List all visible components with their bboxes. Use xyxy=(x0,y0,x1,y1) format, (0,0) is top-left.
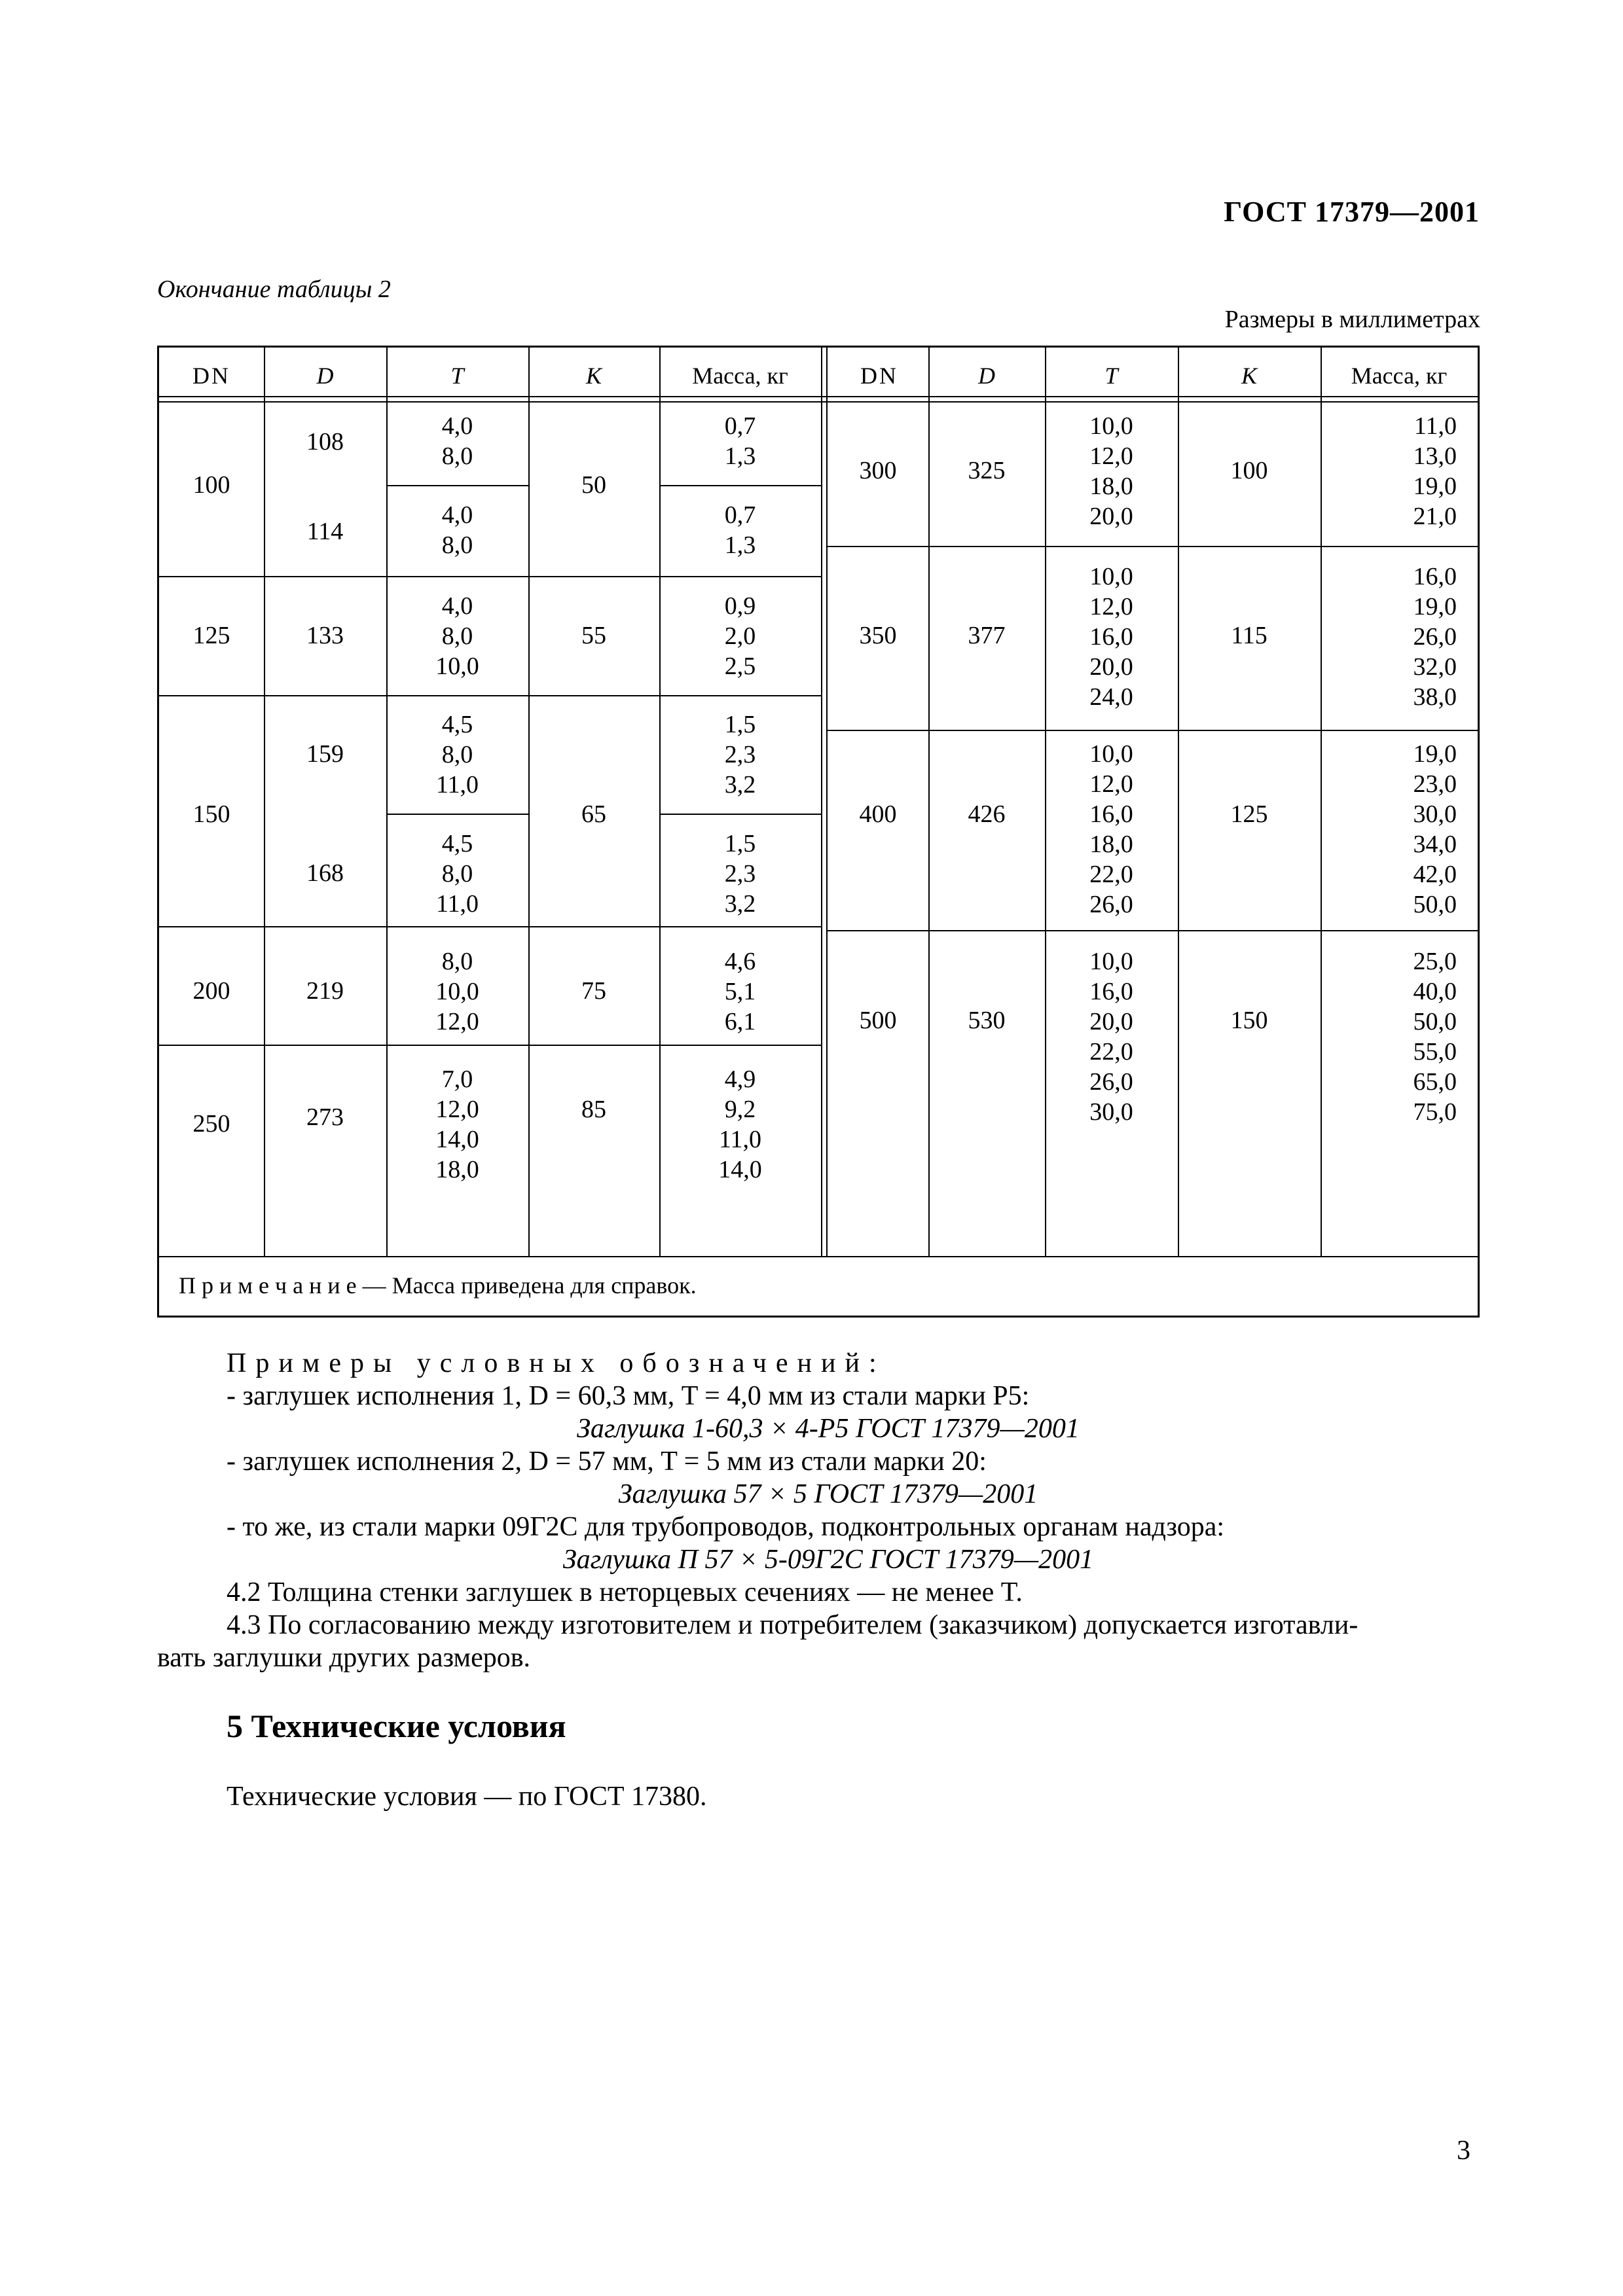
row-rule xyxy=(159,576,821,577)
cell-dn: 250 xyxy=(192,1110,230,1138)
cell-t: 10,0 12,0 18,0 20,0 xyxy=(1089,412,1133,530)
example-designation: Заглушка П 57 × 5-09Г2С ГОСТ 17379—2001 xyxy=(562,1545,1094,1575)
row-rule xyxy=(828,930,1478,931)
row-rule xyxy=(159,926,821,927)
document-code: ГОСТ 17379—2001 xyxy=(1224,196,1480,228)
header-rule xyxy=(159,401,1478,403)
cell-k: 75 xyxy=(581,977,606,1005)
cell-d: 530 xyxy=(968,1007,1006,1034)
cell-mass: 1,5 2,3 3,2 xyxy=(724,711,756,798)
cell-k: 115 xyxy=(1231,622,1267,649)
cell-d: 273 xyxy=(306,1103,344,1131)
row-rule xyxy=(159,695,821,696)
cell-mass: 0,9 2,0 2,5 xyxy=(724,592,756,680)
cell-k: 85 xyxy=(581,1096,606,1123)
cell-dn: 200 xyxy=(192,977,230,1005)
page-number: 3 xyxy=(1457,2136,1470,2166)
cell-mass: 25,0 40,0 50,0 55,0 65,0 75,0 xyxy=(1413,948,1457,1126)
cell-k: 150 xyxy=(1230,1007,1268,1034)
dimensions-table xyxy=(157,346,1480,1318)
row-rule xyxy=(386,814,528,815)
units-note: Размеры в миллиметрах xyxy=(1224,306,1480,333)
note-rule xyxy=(159,1256,1478,1257)
cell-mass: 16,0 19,0 26,0 32,0 38,0 xyxy=(1413,563,1457,711)
cell-mass: 0,7 1,3 xyxy=(724,412,756,470)
row-rule xyxy=(159,1045,821,1046)
col-header-d: D xyxy=(316,363,334,389)
col-header-dn-right: DN xyxy=(860,363,898,389)
example-designation: Заглушка 57 × 5 ГОСТ 17379—2001 xyxy=(618,1479,1038,1509)
cell-t: 4,0 8,0 10,0 xyxy=(435,592,479,680)
center-rule xyxy=(821,348,822,1256)
cell-d: 426 xyxy=(968,800,1006,828)
paragraph-4-3-cont: вать заглушки других размеров. xyxy=(157,1643,531,1673)
col-header-k: K xyxy=(585,363,602,389)
cell-t: 8,0 10,0 12,0 xyxy=(435,948,479,1035)
cell-k: 50 xyxy=(581,471,606,499)
row-rule xyxy=(828,546,1478,547)
cell-t: 10,0 12,0 16,0 18,0 22,0 26,0 xyxy=(1089,740,1133,918)
row-rule xyxy=(828,730,1478,731)
cell-t: 4,5 8,0 11,0 xyxy=(435,711,479,798)
example-line: - заглушек исполнения 2, D = 57 мм, T = 5 мм из стали марки 20: xyxy=(227,1446,987,1477)
table-note xyxy=(179,1270,697,1300)
cell-k: 55 xyxy=(581,622,606,649)
cell-mass: 19,0 23,0 30,0 34,0 42,0 50,0 xyxy=(1413,740,1457,918)
cell-mass: 4,9 9,2 11,0 14,0 xyxy=(718,1066,762,1183)
cell-t: 10,0 16,0 20,0 22,0 26,0 30,0 xyxy=(1089,948,1133,1126)
cell-d: 325 xyxy=(968,457,1006,484)
cell-dn: 500 xyxy=(859,1007,897,1034)
cell-t: 4,0 8,0 xyxy=(441,501,473,559)
col-header-k-right: K xyxy=(1241,363,1257,389)
paragraph-4-2: 4.2 Толщина стенки заглушек в неторцевых сечениях — не менее T. xyxy=(227,1577,1023,1607)
row-rule xyxy=(386,485,528,486)
cell-dn: 150 xyxy=(192,800,230,828)
col-header-dn: DN xyxy=(192,363,230,389)
col-header-d-right: D xyxy=(978,363,995,389)
section-5-title: 5 Технические условия xyxy=(227,1708,566,1744)
cell-d: 114 xyxy=(306,518,344,545)
row-rule xyxy=(659,485,821,486)
cell-d: 159 xyxy=(306,740,344,768)
cell-mass: 11,0 13,0 19,0 21,0 xyxy=(1413,412,1457,530)
cell-dn: 400 xyxy=(859,800,897,828)
cell-d: 168 xyxy=(306,859,344,887)
cell-t: 10,0 12,0 16,0 20,0 24,0 xyxy=(1089,563,1133,711)
cell-t: 7,0 12,0 14,0 18,0 xyxy=(435,1066,479,1183)
examples-title: Примеры условных обозначений: xyxy=(227,1348,886,1378)
cell-dn: 100 xyxy=(192,471,230,499)
table-note-text: — Масса приведена для справок. xyxy=(356,1272,697,1299)
example-line: - то же, из стали марки 09Г2С для трубопроводов, подконтрольных органам надзора: xyxy=(227,1512,1225,1542)
section-5-text: Технические условия — по ГОСТ 17380. xyxy=(227,1782,707,1812)
example-line: - заглушек исполнения 1, D = 60,3 мм, T = 4,0 мм из стали марки Р5: xyxy=(227,1381,1030,1411)
col-header-t-right: T xyxy=(1104,363,1118,389)
cell-d: 133 xyxy=(306,622,344,649)
cell-mass: 4,6 5,1 6,1 xyxy=(724,948,756,1035)
col-header-mass-right: Масса, кг xyxy=(1351,363,1448,389)
cell-d: 108 xyxy=(306,428,344,456)
cell-mass: 1,5 2,3 3,2 xyxy=(724,830,756,918)
header-rule xyxy=(159,396,1478,397)
col-header-mass: Масса, кг xyxy=(692,363,788,389)
cell-k: 125 xyxy=(1230,800,1268,828)
table-note-label: П р и м е ч а н и е xyxy=(179,1272,357,1299)
cell-dn: 350 xyxy=(859,622,897,649)
row-rule xyxy=(659,814,821,815)
example-designation: Заглушка 1-60,3 × 4-Р5 ГОСТ 17379—2001 xyxy=(577,1414,1080,1444)
cell-t: 4,5 8,0 11,0 xyxy=(435,830,479,918)
cell-t: 4,0 8,0 xyxy=(441,412,473,470)
cell-mass: 0,7 1,3 xyxy=(724,501,756,559)
cell-d: 219 xyxy=(306,977,344,1005)
col-header-t: T xyxy=(450,363,464,389)
paragraph-4-3: 4.3 По согласованию между изготовителем и потребителем (заказчиком) допускается изготавли- xyxy=(227,1610,1359,1640)
cell-dn: 300 xyxy=(859,457,897,484)
table-caption: Окончание таблицы 2 xyxy=(157,276,391,303)
cell-k: 100 xyxy=(1230,457,1268,484)
cell-d: 377 xyxy=(968,622,1006,649)
cell-k: 65 xyxy=(581,800,606,828)
cell-dn: 125 xyxy=(192,622,230,649)
